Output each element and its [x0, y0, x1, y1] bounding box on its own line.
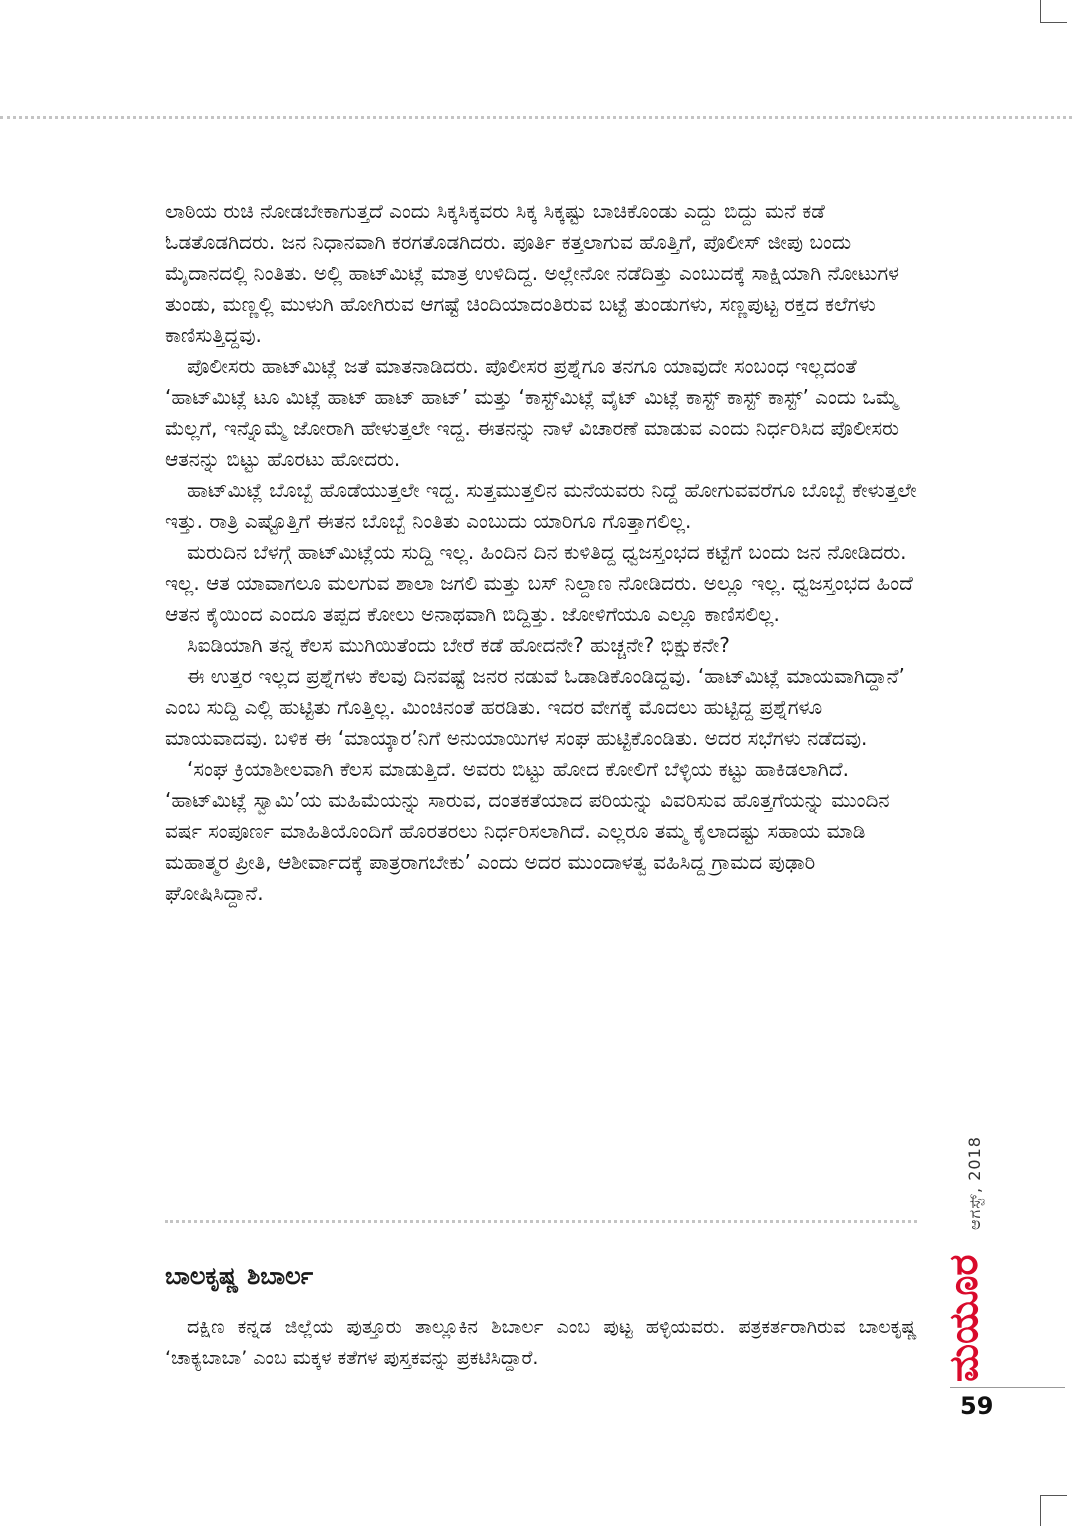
story-paragraph: ‘ಸಂಘ ಕ್ರಿಯಾಶೀಲವಾಗಿ ಕೆಲಸ ಮಾಡುತ್ತಿದೆ. ಅವರು ಬಿಟ್ಟು ಹೋದ ಕೋಲಿಗೆ ಬೆಳ್ಳಿಯ ಕಟ್ಟು ಹಾಕಿಡಲಾಗಿದೆ. ‘ಹಾಟ್‌ಮಿಟ್ಲೆ ಸ್ವಾಮಿ’ಯ ಮಹಿಮೆಯನ್ನು ಸಾರುವ, ದಂತಕತೆಯಾದ ಪರಿಯನ್ನು ವಿವರಿಸುವ ಹೊತ್ತಗೆಯನ್ನು ಮುಂದಿನ ವರ್ಷ ಸಂಪೂರ್ಣ ಮಾಹಿತಿಯೊಂದಿಗೆ ಹೊರತರಲು ನಿರ್ಧರಿಸಲಾಗಿದೆ. ಎಲ್ಲರೂ ತಮ್ಮ ಕೈಲಾದಷ್ಟು ಸಹಾಯ ಮಾಡಿ ಮಹಾತ್ಮರ ಪ್ರೀತಿ, ಆಶೀರ್ವಾದಕ್ಕೆ ಪಾತ್ರರಾಗಬೇಕು’ ಎಂದು ಅದರ ಮುಂದಾಳತ್ವ ವಹಿಸಿದ್ದ ಗ್ರಾಮದ ಪುಢಾರಿ ಘೋಷಿಸಿದ್ದಾನೆ. — [165, 757, 890, 905]
magazine-sidebar — [935, 1100, 995, 1400]
bio-dotted-rule — [165, 1220, 917, 1223]
story-paragraph: ಮರುದಿನ ಬೆಳಗ್ಗೆ ಹಾಟ್‌ಮಿಟ್ಲೆಯ ಸುದ್ದಿ ಇಲ್ಲ. ಹಿಂದಿನ ದಿನ ಕುಳಿತಿದ್ದ ಧ್ವಜಸ್ತಂಭದ ಕಟ್ಟೆಗೆ ಬಂದು ಜನ ನೋಡಿದರು. ಇಲ್ಲ. ಆತ ಯಾವಾಗಲೂ ಮಲಗುವ ಶಾಲಾ ಜಗಲಿ ಮತ್ತು ಬಸ್ ನಿಲ್ದಾಣ ನೋಡಿದರು. ಅಲ್ಲೂ ಇಲ್ಲ. ಧ್ವಜಸ್ತಂಭದ ಹಿಂದೆ ಆತನ ಕೈಯಿಂದ ಎಂದೂ ತಪ್ಪದ ಕೋಲು ಅನಾಥವಾಗಿ ಬಿದ್ದಿತ್ತು. ಜೋಳಿಗೆಯೂ ಎಲ್ಲೂ ಕಾಣಿಸಲಿಲ್ಲ. — [165, 540, 913, 626]
story-paragraph: ಹಾಟ್‌ಮಿಟ್ಲೆ ಬೊಬ್ಬೆ ಹೊಡೆಯುತ್ತಲೇ ಇದ್ದ. ಸುತ್ತಮುತ್ತಲಿನ ಮನೆಯವರು ನಿದ್ದೆ ಹೋಗುವವರೆಗೂ ಬೊಬ್ಬೆ ಕೇಳುತ್ತಲೇ ಇತ್ತು. ರಾತ್ರಿ ಎಷ್ಟೊತ್ತಿಗೆ ಈತನ ಬೊಬ್ಬೆ ನಿಂತಿತು ಎಂಬುದು ಯಾರಿಗೂ ಗೊತ್ತಾಗಲಿಲ್ಲ. — [165, 478, 917, 533]
header-dotted-rule — [0, 116, 1072, 119]
story-paragraph: ಸಿಐಡಿಯಾಗಿ ತನ್ನ ಕೆಲಸ ಮುಗಿಯಿತೆಂದು ಬೇರೆ ಕಡೆ ಹೋದನೇ? ಹುಚ್ಚನೇ? ಭಿಕ್ಷುಕನೇ? — [187, 633, 730, 657]
story-paragraph: ಲಾಠಿಯ ರುಚಿ ನೋಡಬೇಕಾಗುತ್ತದೆ ಎಂದು ಸಿಕ್ಕಸಿಕ್ಕವರು ಸಿಕ್ಕ ಸಿಕ್ಕಷ್ಟು ಬಾಚಿಕೊಂಡು ಎದ್ದು ಬಿದ್ದು ಮನೆ ಕಡೆ ಓಡತೊಡಗಿದರು. ಜನ ನಿಧಾನವಾಗಿ ಕರಗತೊಡಗಿದರು. ಪೂರ್ತಿ ಕತ್ತಲಾಗುವ ಹೊತ್ತಿಗೆ, ಪೊಲೀಸ್ ಜೀಪು ಬಂದು ಮೈದಾನದಲ್ಲಿ ನಿಂತಿತು. ಅಲ್ಲಿ ಹಾಟ್‌ಮಿಟ್ಲೆ ಮಾತ್ರ ಉಳಿದಿದ್ದ. ಅಲ್ಲೇನೋ ನಡೆದಿತ್ತು ಎಂಬುದಕ್ಕೆ ಸಾಕ್ಷಿಯಾಗಿ ನೋಟುಗಳ ತುಂಡು, ಮಣ್ಣಲ್ಲಿ ಮುಳುಗಿ ಹೋಗಿರುವ ಆಗಷ್ಟೆ ಚಿಂದಿಯಾದಂತಿರುವ ಬಟ್ಟೆ ತುಂಡುಗಳು, ಸಣ್ಣಪುಟ್ಟ ರಕ್ತದ ಕಲೆಗಳು ಕಾಣಿಸುತ್ತಿದ್ದವು. — [165, 199, 900, 347]
author-bio: ದಕ್ಷಿಣ ಕನ್ನಡ ಜಿಲ್ಲೆಯ ಪುತ್ತೂರು ತಾಲ್ಲೂಕಿನ ಶಿಬಾರ್ಲ ಎಂಬ ಪುಟ್ಟ ಹಳ್ಳಿಯವರು. ಪತ್ರಕರ್ತರಾಗಿರುವ ಬಾಲಕೃಷ್ಣ ‘ಚಾಕ್ಯಬಾಬಾ’ ಎಂಬ ಮಕ್ಕಳ ಕತೆಗಳ ಪುಸ್ತಕವನ್ನು ಪ್ರಕಟಿಸಿದ್ದಾರೆ. — [165, 1316, 917, 1369]
issue-date: ಆಗಸ್ಟ್, 2018 — [965, 1136, 984, 1230]
author-name: ಬಾಲಕೃಷ್ಣ ಶಿಬಾರ್ಲ — [165, 1262, 314, 1290]
story-paragraph: ಈ ಉತ್ತರ ಇಲ್ಲದ ಪ್ರಶ್ನೆಗಳು ಕೆಲವು ದಿನವಷ್ಟೆ ಜನರ ನಡುವೆ ಓಡಾಡಿಕೊಂಡಿದ್ದವು. ‘ಹಾಟ್‌ಮಿಟ್ಲೆ ಮಾಯವಾಗಿದ್ದಾನೆ’ ಎಂಬ ಸುದ್ದಿ ಎಲ್ಲಿ ಹುಟ್ಟಿತು ಗೊತ್ತಿಲ್ಲ. ಮಿಂಚಿನಂತೆ ಹರಡಿತು. ಇದರ ವೇಗಕ್ಕೆ ಮೊದಲು ಹುಟ್ಟಿದ್ದ ಪ್ರಶ್ನೆಗಳೂ ಮಾಯವಾದವು. ಬಳಿಕ ಈ ‘ಮಾಯ್ಕಾರ’ನಿಗೆ ಅನುಯಾಯಿಗಳ ಸಂಘ ಹುಟ್ಟಿಕೊಂಡಿತು. ಅದರ ಸಭೆಗಳು ನಡೆದವು. — [165, 664, 905, 750]
story-paragraph: ಪೊಲೀಸರು ಹಾಟ್‌ಮಿಟ್ಲೆ ಜತೆ ಮಾತನಾಡಿದರು. ಪೊಲೀಸರ ಪ್ರಶ್ನೆಗೂ ತನಗೂ ಯಾವುದೇ ಸಂಬಂಧ ಇಲ್ಲದಂತೆ ‘ಹಾಟ್‌ಮಿಟ್ಲೆ ಟೂ ಮಿಟ್ಲೆ ಹಾಟ್ ಹಾಟ್ ಹಾಟ್’ ಮತ್ತು ‘ಕಾಸ್ಟ್‌ಮಿಟ್ಲೆ ವೈಟ್ ಮಿಟ್ಲೆ ಕಾಸ್ಟ್ ಕಾಸ್ಟ್ ಕಾಸ್ಟ್’ ಎಂದು ಒಮ್ಮೆ ಮೆಲ್ಲಗೆ, ಇನ್ನೊಮ್ಮೆ ಜೋರಾಗಿ ಹೇಳುತ್ತಲೇ ಇದ್ದ. ಈತನನ್ನು ನಾಳೆ ವಿಚಾರಣೆ ಮಾಡುವ ಎಂದು ನಿರ್ಧರಿಸಿದ ಪೊಲೀಸರು ಆತನನ್ನು ಬಿಟ್ಟು ಹೊರಟು ಹೋದರು. — [165, 354, 900, 471]
crop-mark-top-right — [1040, 0, 1067, 23]
page-number: 59 — [960, 1392, 994, 1420]
story-body — [165, 196, 917, 909]
magazine-logo: ಮಯೂರ — [941, 1254, 987, 1382]
page-number-rule — [950, 1387, 1065, 1388]
crop-mark-bottom-right — [1040, 1495, 1067, 1526]
